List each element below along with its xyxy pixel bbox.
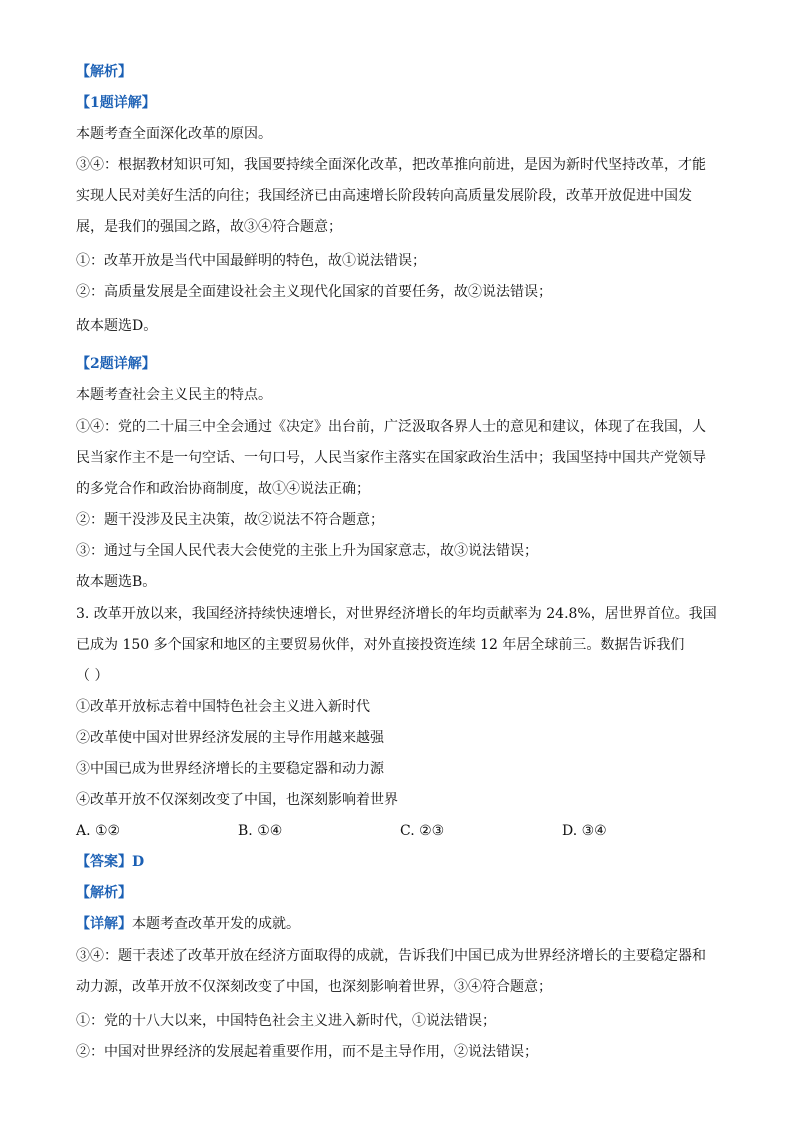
text-line: 民当家作主不是一句空话、一句口号，人民当家作主落实在国家政治生活中；我国坚持中国共产党领导 [76, 450, 706, 466]
option-a: A. ①② [76, 823, 121, 839]
detail-line [76, 914, 726, 934]
statement-3: ③中国已成为世界经济增长的主要稳定器和动力源 [76, 761, 384, 777]
question-3-stem: 已成为 150 多个国家和地区的主要贸易伙伴，对外直接投资连续 12 年居全球前三。数据告诉我们 [76, 637, 685, 653]
text-line: 故本题选D。 [76, 318, 158, 334]
text-line: ③：通过与全国人民代表大会使党的主张上升为国家意志，故③说法错误； [76, 543, 538, 559]
text-line: ①④：党的二十届三中全会通过《决定》出台前，广泛汲取各界人士的意见和建议，体现了在我国，人 [76, 419, 706, 435]
detail-tag: 【详解】 [76, 916, 132, 932]
question-3-stem: 3. 改革开放以来，我国经济持续快速增长，对世界经济增长的年均贡献率为 24.8%，居世界首位。我国 [76, 606, 717, 622]
answer-text: 【答案】D [76, 854, 145, 870]
text-line: ①：党的十八大以来，中国特色社会主义进入新时代，①说法错误； [76, 1013, 496, 1029]
choice-options [76, 821, 726, 841]
answer-blank: （ ） [76, 668, 109, 684]
text-line: 展，是我们的强国之路，故③④符合题意； [76, 219, 342, 235]
text-line: ②：题干没涉及民主决策，故②说法不符合题意； [76, 512, 384, 528]
text-line: ②：高质量发展是全面建设社会主义现代化国家的首要任务，故②说法错误； [76, 284, 552, 300]
text-line: 实现人民对美好生活的向往；我国经济已由高速增长阶段转向高质量发展阶段，改革开放促进中国发 [76, 188, 692, 204]
analysis-heading-q3: 【解析】 [76, 885, 132, 901]
text-line: 故本题选B。 [76, 574, 157, 590]
statement-2: ②改革使中国对世界经济发展的主导作用越来越强 [76, 730, 384, 746]
text-line: 的多党合作和政治协商制度，故①④说法正确； [76, 481, 370, 497]
option-d: D. ③④ [562, 823, 607, 839]
text-line: 本题考查社会主义民主的特点。 [76, 387, 272, 403]
text-line: 本题考查全面深化改革的原因。 [76, 126, 272, 142]
statement-4: ④改革开放不仅深刻改变了中国，也深刻影响着世界 [76, 792, 398, 808]
detail-intro: 本题考查改革开发的成就。 [132, 916, 300, 932]
option-b: B. ①④ [238, 823, 283, 839]
q1-detail-heading: 【1题详解】 [76, 95, 156, 111]
answer-line [76, 852, 726, 872]
statement-1: ①改革开放标志着中国特色社会主义进入新时代 [76, 699, 370, 715]
text-line: ①：改革开放是当代中国最鲜明的特色，故①说法错误； [76, 253, 426, 269]
option-c: C. ②③ [400, 823, 445, 839]
text-line: ③④：题干表述了改革开放在经济方面取得的成就，告诉我们中国已成为世界经济增长的主要稳定器和 [76, 948, 706, 964]
analysis-heading: 【解析】 [76, 64, 132, 80]
text-line: ②：中国对世界经济的发展起着重要作用，而不是主导作用，②说法错误； [76, 1044, 538, 1060]
text-line: ③④：根据教材知识可知，我国要持续全面深化改革，把改革推向前进，是因为新时代坚持改革，才能 [76, 157, 706, 173]
q2-detail-heading: 【2题详解】 [76, 356, 156, 372]
text-line: 动力源，改革开放不仅深刻改变了中国，也深刻影响着世界，③④符合题意； [76, 979, 552, 995]
